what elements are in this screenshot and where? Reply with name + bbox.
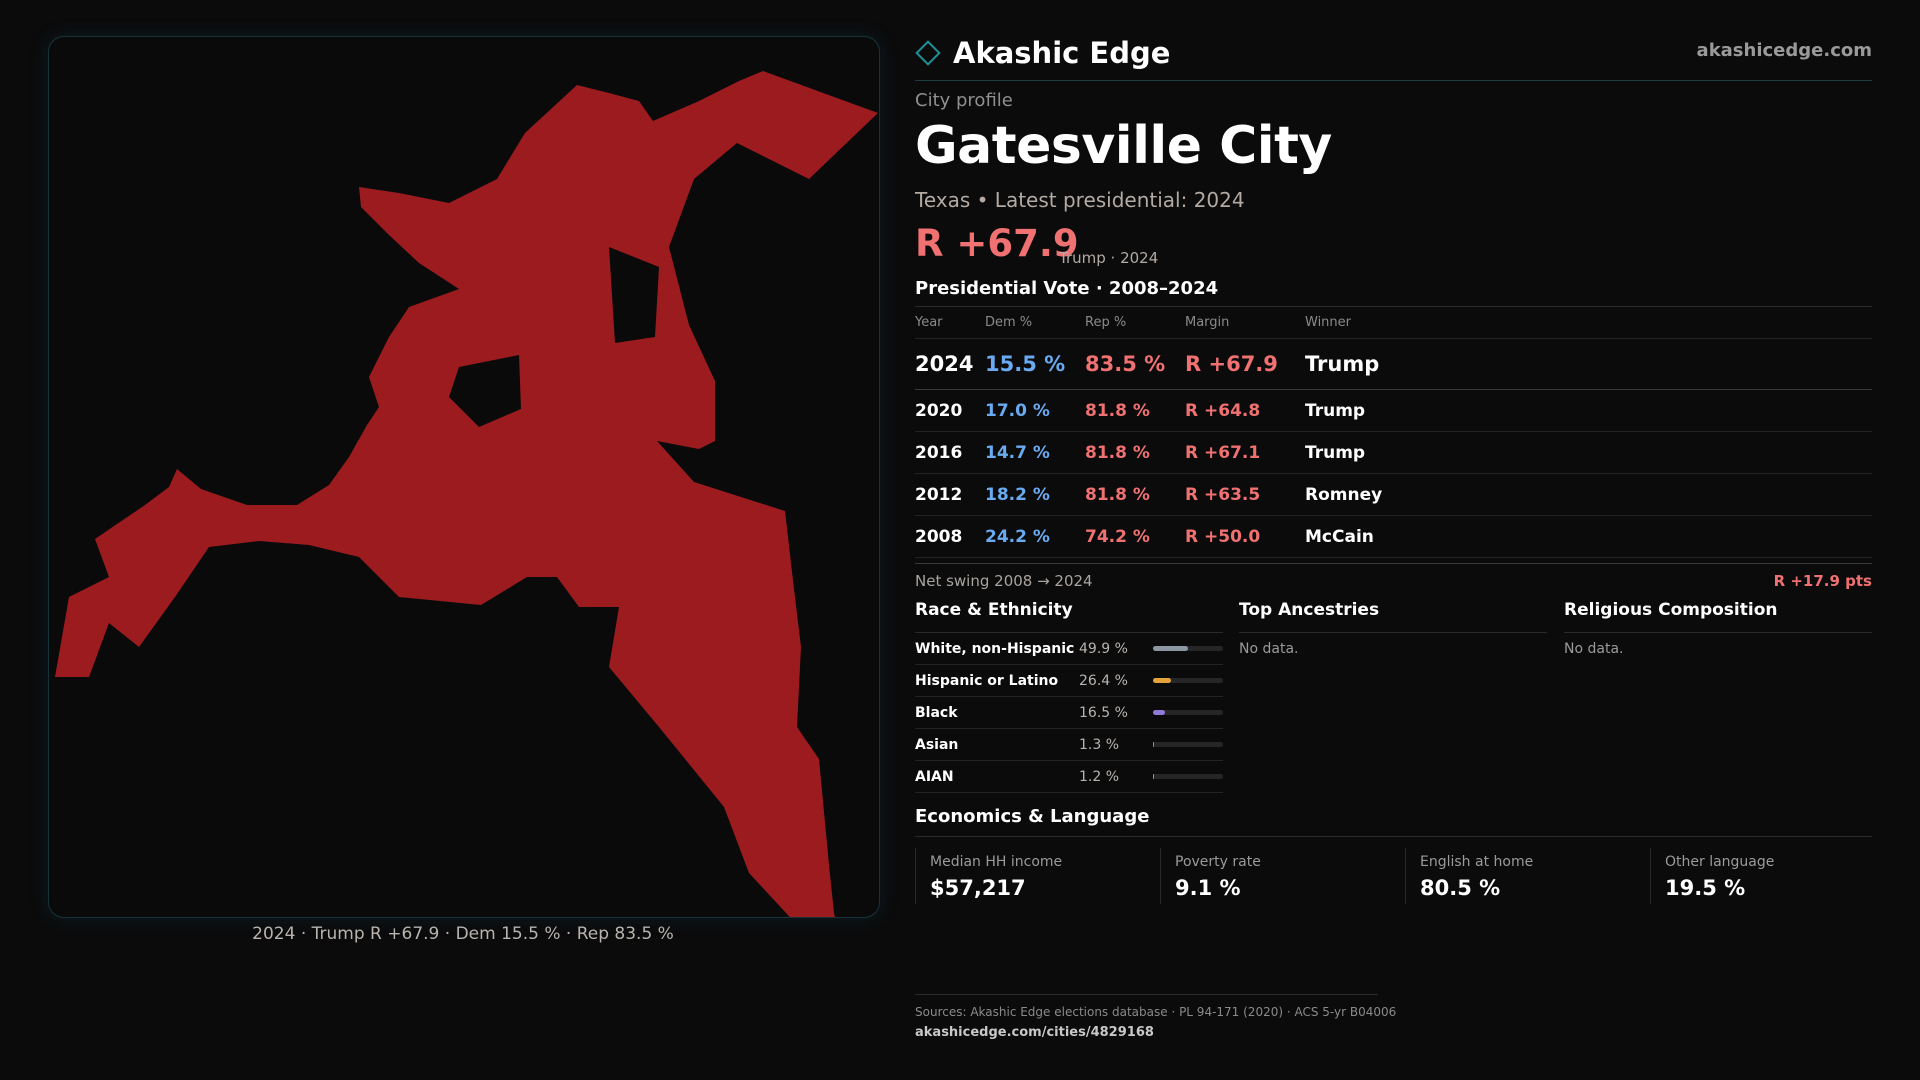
table-row: [915, 516, 1872, 558]
cell-rep: 81.8 %: [1085, 443, 1150, 463]
race-bar-track: [1153, 646, 1223, 651]
header-year: Year: [915, 315, 943, 330]
table-row: [915, 474, 1872, 516]
race-bar-track: [1153, 774, 1223, 779]
cell-rep: 81.8 %: [1085, 401, 1150, 421]
cell-dem: 15.5 %: [985, 352, 1066, 376]
race-row: [915, 665, 1223, 697]
economics-section-title: Economics & Language: [915, 806, 1150, 827]
cell-dem: 14.7 %: [985, 443, 1050, 463]
cell-year: 2012: [915, 485, 963, 505]
header-divider: [915, 80, 1872, 81]
stat-value: 80.5 %: [1420, 876, 1501, 900]
race-label: Asian: [915, 737, 959, 753]
net-swing-value: R +17.9 pts: [1773, 572, 1872, 590]
header-winner: Winner: [1305, 315, 1352, 330]
race-bar-fill: [1153, 742, 1154, 747]
race-row: [915, 761, 1223, 793]
net-swing-label: Net swing 2008 → 2024: [915, 572, 1093, 590]
stat-label: Median HH income: [930, 854, 1063, 870]
race-row: [915, 633, 1223, 665]
ancestries-section-title: Top Ancestries: [1239, 600, 1547, 633]
table-row: [915, 390, 1872, 432]
cell-dem: 24.2 %: [985, 527, 1050, 547]
race-bar-track: [1153, 742, 1223, 747]
stat-label: English at home: [1420, 854, 1534, 870]
swing-divider: [915, 563, 1872, 564]
cell-year: 2020: [915, 401, 963, 421]
presidential-vote-table: [915, 306, 1872, 558]
race-bar-fill: [1153, 646, 1188, 651]
cell-dem: 17.0 %: [985, 401, 1050, 421]
brand: [915, 36, 1170, 70]
economics-divider: [915, 836, 1872, 837]
race-bar-fill: [1153, 710, 1165, 715]
header-rep: Rep %: [1085, 315, 1127, 330]
stat-label: Other language: [1665, 854, 1775, 870]
cell-winner: Trump: [1305, 443, 1366, 463]
race-label: Hispanic or Latino: [915, 673, 1059, 689]
vote-section-title: Presidential Vote · 2008–2024: [915, 278, 1219, 299]
source-url-link[interactable]: akashicedge.com/cities/4829168: [915, 1025, 1154, 1040]
stat-value: $57,217: [930, 876, 1026, 900]
stat-value: 19.5 %: [1665, 876, 1746, 900]
race-value: 49.9 %: [1079, 641, 1128, 657]
page-subtitle: Texas • Latest presidential: 2024: [915, 188, 1245, 212]
cell-margin: R +50.0: [1185, 527, 1261, 547]
race-value: 1.2 %: [1079, 769, 1120, 785]
footer-divider: [915, 994, 1378, 995]
stat-value: 9.1 %: [1175, 876, 1241, 900]
cell-rep: 81.8 %: [1085, 485, 1150, 505]
race-row: [915, 697, 1223, 729]
headline-winner-note: Trump · 2024: [1059, 249, 1159, 267]
cell-rep: 74.2 %: [1085, 527, 1150, 547]
cell-margin: R +64.8: [1185, 401, 1261, 421]
site-link[interactable]: akashicedge.com: [1696, 40, 1872, 61]
cell-margin: R +67.1: [1185, 443, 1261, 463]
stat-other-language: [1650, 848, 1880, 904]
top-ancestries-section: [1239, 600, 1547, 657]
diamond-logo-icon: [915, 40, 941, 66]
header-dem: Dem %: [985, 315, 1033, 330]
page-title: Gatesville City: [915, 116, 1332, 176]
race-bar-fill: [1153, 678, 1171, 683]
race-bar-track: [1153, 710, 1223, 715]
cell-winner: McCain: [1305, 527, 1374, 547]
race-ethnicity-section: [915, 600, 1223, 793]
race-bar-fill: [1153, 774, 1154, 779]
table-row: [915, 432, 1872, 474]
header-margin: Margin: [1185, 315, 1230, 330]
table-row-latest: [915, 339, 1872, 390]
cell-dem: 18.2 %: [985, 485, 1050, 505]
cell-winner: Romney: [1305, 485, 1383, 505]
economics-stats: [915, 848, 1872, 908]
race-label: Black: [915, 705, 958, 721]
city-boundary-shape: [49, 37, 879, 917]
cell-rep: 83.5 %: [1085, 352, 1166, 376]
city-boundary-polygon: [55, 71, 878, 917]
race-value: 1.3 %: [1079, 737, 1120, 753]
religious-composition-section: [1564, 600, 1872, 657]
stat-poverty-rate: [1160, 848, 1390, 904]
race-bar-track: [1153, 678, 1223, 683]
headline-margin: R +67.9: [915, 222, 1079, 265]
sources-note: Sources: Akashic Edge elections database · PL 94-171 (2020) · ACS 5-yr B04006: [915, 1005, 1397, 1019]
race-value: 26.4 %: [1079, 673, 1128, 689]
race-label: AIAN: [915, 769, 954, 785]
cell-year: 2016: [915, 443, 963, 463]
ancestries-empty-text: No data.: [1239, 641, 1299, 657]
city-profile-panel: [915, 0, 1872, 1080]
cell-year: 2024: [915, 352, 974, 376]
table-header-row: [915, 306, 1872, 339]
race-value: 16.5 %: [1079, 705, 1128, 721]
race-section-title: Race & Ethnicity: [915, 600, 1223, 633]
page-kicker: City profile: [915, 90, 1013, 111]
brand-name: Akashic Edge: [953, 36, 1171, 70]
cell-year: 2008: [915, 527, 963, 547]
race-label: White, non-Hispanic: [915, 641, 1075, 657]
cell-margin: R +63.5: [1185, 485, 1261, 505]
religion-section-title: Religious Composition: [1564, 600, 1872, 633]
map-caption: 2024 · Trump R +67.9 · Dem 15.5 % · Rep 83.5 %: [252, 924, 674, 944]
city-boundary-map: [48, 36, 880, 918]
stat-english-at-home: [1405, 848, 1635, 904]
stat-label: Poverty rate: [1175, 854, 1261, 870]
race-row: [915, 729, 1223, 761]
cell-margin: R +67.9: [1185, 352, 1278, 376]
cell-winner: Trump: [1305, 352, 1380, 376]
cell-winner: Trump: [1305, 401, 1366, 421]
religion-empty-text: No data.: [1564, 641, 1624, 657]
stat-median-income: [915, 848, 1145, 904]
